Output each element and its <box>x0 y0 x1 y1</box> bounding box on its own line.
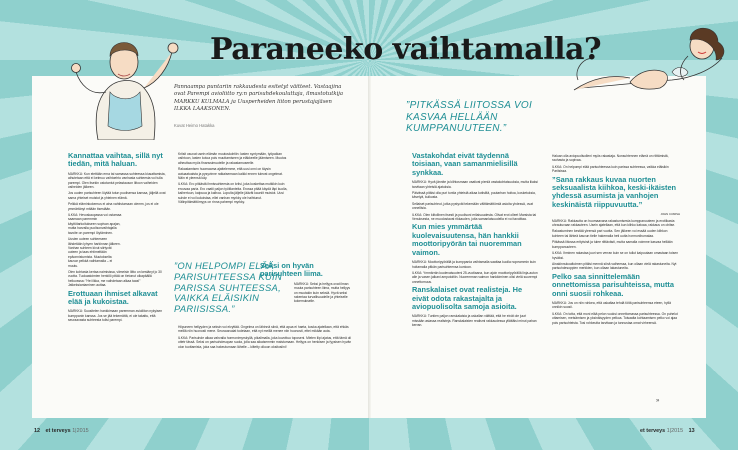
column-4 <box>552 154 680 327</box>
paragraph: ILKKA: Hevoskaupassa voi ostamaa saamaan paremmin käyttötarkoitukseen sopivan apajan, mutta harvalla puolisonvaihtajalla tavoite on parempi löytäminen. <box>68 213 122 235</box>
column-4-heading-2: Pelko saa sinnittelemään onnettomissa parisuhteissa, mutta onni suosii rohkeaa. <box>552 271 674 298</box>
column-2 <box>178 152 288 206</box>
issue-left: 1|2015 <box>72 428 89 434</box>
page-number-right: 13 <box>688 428 695 434</box>
column-1-heading-2: Erottuaan ihmiset alkavat elää ja kukoistaa. <box>68 288 158 306</box>
magazine-name-left: et terveys <box>45 428 71 434</box>
paragraph: Pitkässä liitossa erityisinä ja tulee riittävästi, mutta samalla voimme kasvaa hellään kumppanuuteen. <box>552 240 673 249</box>
quote-attribution: JOHN CUMISH <box>660 212 680 217</box>
column-1 <box>68 152 168 325</box>
paragraph: MARKKU: Suositelen hankkimaan paremman avioliiton nykyisen kumppanin kanssa. Jos se jää tekemättä, ei ole takattu, että seuraavasta suhteesta tulisi parempi. <box>68 309 163 323</box>
paragraph: Sellaiset parisuhteut, jotka pystyvät tekemään välttämättömiä asioita yhdessä, ovat onnellisia. <box>412 201 533 211</box>
pull-quote-left: ”ON HELPOMPI ELÄÄ PARISUHTEESSA KUIN PARISSA SUHTEESSA, VAIKKA ELÄISIKIN PARIISISSA.” <box>174 260 283 315</box>
paragraph: ILKKA: Ihminen rakastaa juuri sen verran kuin se on tullut kaipuutaan omastaan toisen hyväksi. <box>552 251 679 260</box>
intro-paragraph: Pannaampa puntariin rakkaudesta esitetyt väitteet. Vastaajina ovat Parempi avioliitto ry:n parisuhdekouluttaja, ilmastotutkija MARKKU KULMALA ja Uusperheiden liiton perustajajäsen ILKKA LAAKSONEN. <box>174 84 344 113</box>
paragraph: Uusien uuteen suhteeseen lähdetään lyhyen harkinnan jälkeen. Vanhan suhteen kivut siirtyvät uuteen ja taas ehtimeltään epäonnistumista. Muutokselta kauvar pelkkä vaihtamalla – ei muutu. <box>68 237 121 268</box>
paragraph: MARKKU: Hyvä jännite ja kiihtosmaan vaativat pieniä vastakohtaisuuksia, mutta liiaksi tarvitaan yhteisiä ajatuksia. <box>412 180 538 189</box>
paragraph: Rakastamisen huomaama ajattelemme, että uusi onni on täysin autuaatuaista ja pysyvinne ratkaisemaan kaikki ennen tulevat ongelmat. Näin ei yleensä käy. <box>178 167 283 181</box>
paragraph: ILKKA: Ymmärrän kuolevaisuuteni 25-vuotiaana, kun ajoin moottoripyörällä linja-auton alle ja vasen jalkani amputoitiin. Nuoremman vaimon hankkiminen olisi vielä suurempi onnettomuus. <box>412 270 538 284</box>
article-title: Paraneeko vaihtamalla? <box>210 32 602 67</box>
column-2-lower <box>260 262 354 306</box>
page-number-left: 12 <box>34 428 40 434</box>
paragraph: MARKKU: Moottoripyörällä ja kumppania vaihtamalla saattaa kuolla nopeammin kuin hoitamalla pitkän parisuhteensa kuntoon. <box>412 260 536 269</box>
column-2-heading: Seksi on hyvän parisuhteen liima. <box>260 261 323 279</box>
paragraph: Kriisit osuvat usein elämän muutoskohtiin: lasten syntymään, työpaikan vaihtoon, lasten kotoa pois muuttamiseen ja eläkkeelle jäämiseen. Muutos aiheuttaa myös finanssimuutelle ja rakastamuseelle. <box>178 152 287 165</box>
page-gutter <box>368 76 371 418</box>
intro-text <box>174 84 350 114</box>
column-1-heading-1: Kannattaa vaihtaa, sillä nyt tiedän, mitä haluan. <box>68 151 163 169</box>
magazine-name-right: et terveys <box>640 428 666 434</box>
column-3-heading-2: Kun mies ymmärtää kuolevaisuutensa, hän hankkii moottoripyörän tai nuoremman vaimon. <box>412 222 522 257</box>
column-3-heading-3: Ranskalaiset ovat realisteja. He eivät odota rakastajalta ja aviopuolisolta samoja asioita. <box>412 285 523 311</box>
column-4-quote-heading: ”Sana rakkaus kuvaa nuorten seksuaalista kiihkoa, keski-ikäisten yhdessä asumista ja vanhojen keskinäistä riippuvuutta.” <box>552 174 677 209</box>
paragraph: ILKKA: Ero pitkästä ihmissuhteesta on kriisi, joka koskettaa mutkikin kuin erouvaa paria. Ero vaatii paljon työtilanteita. Erossa pitää käydä läpi kuolia, kaihertuun, kaipuua ja kaihoa. Lopulta jäljelle jäävät kauniit muistot. Uusi suhde ei voi kukoistaa, ellei vanhan myrkky ole haihtunut. Välinpitämättömyys on rinna pahempi myrkky. <box>178 182 288 205</box>
paragraph: Hiipuneen hellyyden ja seksin voi elvyttää. Ongelma on lähinnä siinä, että apua ei haeta, koska ajatellaan, että ehkäs meillä niin huonosti mene. Seurausvaiat todetaan, että nyt meillä menee niin huonosti, ettei mikään auta. <box>178 325 349 334</box>
paragraph: Pelkkä eläminkokemus ei aina vahtistumaan olemm, jos ei ole ymmärtänyt mitään itsestään. <box>68 202 159 211</box>
paragraph: ILKKA: On totta, että moni elää pelon vuoksi onnettomassa parisuhteessa. On puhelut ottamisen, metsämisen ja yksinäisyyden pelkoa. Toisaalta kohtaamisen pelko voi ajaa pois parisuhteista. Tosi rohkeutta tarvitaan ja tunnustaa omat virheensä. <box>552 311 678 325</box>
paragraph: MARKKU: Kun elettään erna tai samassa suhteessa kiusattamista, aihutetaan että ei kelmuu vaihtoehto vanhasta suhteesta voi tulla parempi. Olen itsekin ostotantut pelastauson liitoon vaiheiden vaiheiden jälkeen. <box>68 171 166 190</box>
paragraph: Päivässä pitäisi olla puri tuntia yhteistä aikaa kotisiltä, puutarhan hoitoa, kosketuksia, kävelyä, kuikusta. <box>412 191 536 200</box>
photo-credit: Kuvat Heimo Hatakka <box>174 123 215 128</box>
column-2-bottom <box>178 325 354 351</box>
column-3 <box>412 152 538 330</box>
issue-right: 1|2015 <box>666 428 684 434</box>
paragraph: ILKKA: Parisuhde alkaa vahvalla hormonimyrskyllä, pikalimalla, joka kuvottuu toposeni. Mielen liipi ajatus, että tämä oli ottetr tässä. Seksi on parisuhdesopan suola, jolla saa aikaisemmin maistumaan. Hellyys on henkisen ja fyysisen hyvän olon tuottamista, joka saa hakeutumaan lähelle – kiitetty olkoon oksitosiini! <box>178 335 352 349</box>
pull-quote-right: ”PITKÄSSÄ LIITOSSA VOI KASVAA HELLÄÄN KUMPPANUUTEEN.” <box>406 100 533 134</box>
paragraph: Ainakinnukoaltoimen pitäisi mennä siinä vaiheessa, kun ollaan vielä rakastuneita. Nyt parisuhdesoppien merkkien, kun ollaan lakastuneita. <box>552 261 677 271</box>
paragraph: MARKKU: Seksi ja hellyys ovat ilman muuta parisuhteen liima, mutta hellyys on muutakin kuin seksiä. Hyvä seksi rakentaa turvallisuudelle ja yhteiselle kokemukselle. <box>294 281 351 304</box>
footer-left <box>34 428 89 434</box>
paragraph: ILKKA: On helpompi elää parisuhteessa kuin parissa suhteessa, vaikka eläisikin Pariisissa. <box>552 164 669 174</box>
paragraph: MARKKU: Jos on niin rohkea, että uskaltaa tehdä töitä parisuhteensa eteen, hyllä onnikin suosii. <box>552 300 671 310</box>
footer-right <box>640 428 695 434</box>
paragraph: MARKKU: Rakkautta on huomaavana rakastumisesta kumppanuuteen ja erotiikasta uhrautuvaan rakkauteen. Usein ajatellaan, että kun kiihko katoaa, rakkaus on ohitse. <box>552 218 676 228</box>
paragraph: Haluan olla aviopuolisolleni myös rakastaja. Nonsuhtennen elämä on riittämistä, rauhasta ja sopivaa. <box>552 154 669 163</box>
paragraph: MARKKU: Tuntien paljon ranskalaisia ja uskallan väittää, että he eivät ole juuri missään asiassa realisteja. Ranskalaisten realismi rakkaudessa yllättäisi minut pahan kerran. <box>412 314 537 328</box>
man-illustration <box>70 22 182 140</box>
continue-arrow: » <box>656 398 660 404</box>
column-3-heading-1: Vastakohdat eivät täydennä toisiaan, vaan samanmielisillä synkkaa. <box>412 151 518 177</box>
paragraph: Jos uuden parisuhteen löytää tutun puolisensa kanssa, jäljellä ovat sama yhteiset muistot ja yhteinen elämä. <box>68 191 166 200</box>
paragraph: ILKKA: Olen kiitollinen itsesti ja puolisoni erilaisuudesta. Olivat erot olleet Marsista tai Venuksesta, ne muodostavat rikkauden, joita samanlaisuudella ei voi tavoittaa. <box>412 212 537 222</box>
paragraph: Rakastuminen kestää yleensä pari vuotta. Sen jälkeen voi essää uuden kiihkon kohteen tai lähteä kasvun tielle hakemalla heti uutta hormonihumalaa. <box>552 229 668 238</box>
paragraph: Olen kohtasta kertaa naimisissa, viimeisin liitto on kestänyt jo 30 vuotta. Tuokaatoimien henkilö pitää on tietonut olkapäällä heiluvassa: ”Hei ilkka, me vaihdetaan alkaa taas!” Jatkeksiantaminen auttaa. <box>68 269 162 288</box>
